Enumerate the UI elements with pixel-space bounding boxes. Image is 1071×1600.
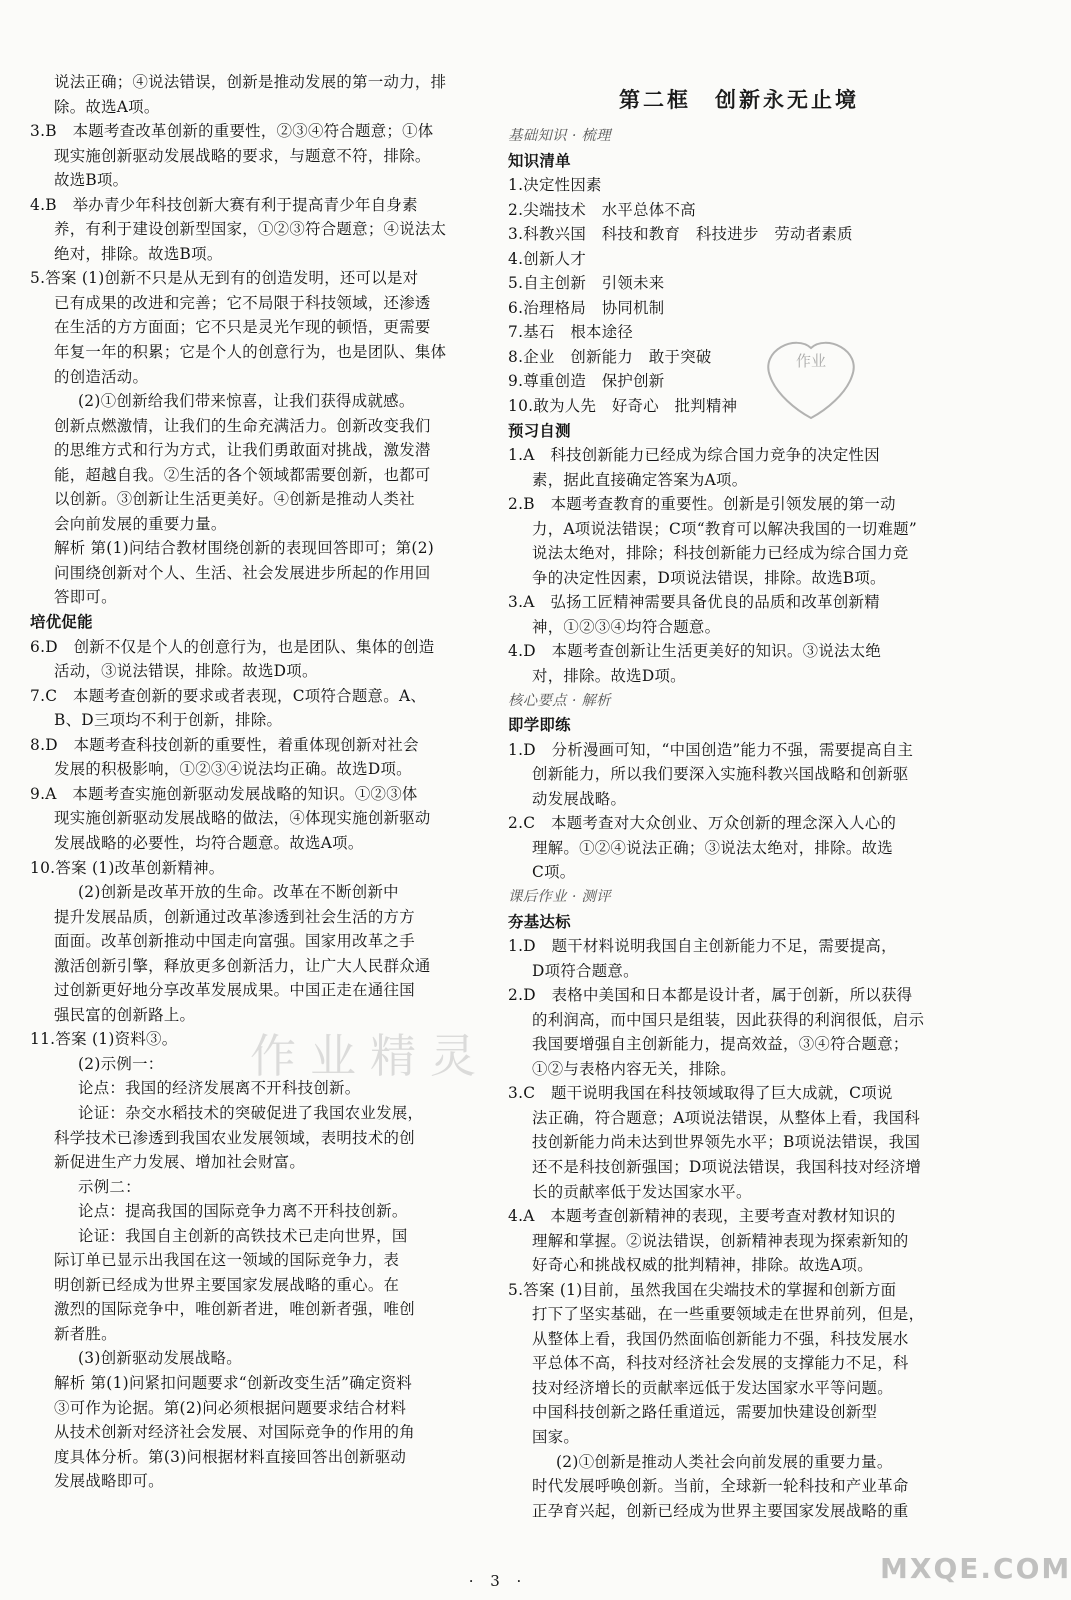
- stamp-text: 作业: [796, 352, 827, 370]
- stamp-logo: [756, 330, 866, 422]
- text-line: 的思维方式和行为方式，让我们勇敢面对挑战，激发潜: [54, 441, 431, 460]
- watermark: 作业精灵: [250, 1029, 490, 1083]
- text-line: 3.B 本题考查改革创新的重要性，②③④符合题意；①体: [30, 122, 434, 141]
- text-line: (2)①创新是推动人类社会向前发展的重要力量。: [556, 1452, 893, 1471]
- text-line: 3.A 弘扬工匠精神需要具备优良的品质和改革创新精: [508, 593, 880, 612]
- text-line: 2.C 本题考查对大众创业、万众创新的理念深入人心的: [508, 814, 897, 833]
- text-line: 示例二：: [78, 1177, 141, 1196]
- text-line: 解析 第(1)问结合教材围绕创新的表现回答即可；第(2): [54, 539, 435, 558]
- text-line: 发展战略的必要性，均符合题意。故选A项。: [54, 833, 364, 852]
- text-line: 2.D 表格中美国和日本都是设计者，属于创新，所以获得: [508, 986, 913, 1005]
- text-line: 还不是科技创新强国；D项说法错误，我国科技对经济增: [532, 1157, 922, 1176]
- text-line: 新者胜。: [54, 1324, 117, 1343]
- text-line: 国家。: [532, 1427, 580, 1446]
- section-heading: 培优促能: [30, 613, 93, 632]
- text-line: 强民富的创新路上。: [54, 1005, 196, 1024]
- text-line: 我国要增强自主创新能力，提高效益，③④符合题意；: [532, 1035, 909, 1054]
- text-line: 问围绕创新对个人、生活、社会发展进步所起的作用回: [54, 563, 431, 582]
- text-line: 1.决定性因素: [508, 176, 602, 195]
- section-heading: 即学即练: [508, 716, 571, 735]
- text-line: 养，有利于建设创新型国家，①②③符合题意；④说法太: [54, 220, 447, 239]
- text-line: 素，据此直接确定答案为A项。: [532, 470, 748, 489]
- text-line: 时代发展呼唤创新。当前，全球新一轮科技和产业革命: [532, 1477, 909, 1496]
- text-line: 现实施创新驱动发展战略的做法，④体现实施创新驱动: [54, 809, 431, 828]
- text-line: C项。: [532, 863, 576, 882]
- text-line: (3)创新驱动发展战略。: [78, 1349, 242, 1368]
- text-line: 6.D 创新不仅是个人的创意行为，也是团队、集体的创造: [30, 637, 435, 656]
- text-line: 平总体不高，科技对经济社会发展的支撑能力不足，科: [532, 1354, 909, 1373]
- text-line: 新促进生产力发展、增加社会财富。: [54, 1153, 306, 1172]
- text-line: 1.D 题干材料说明我国自主创新能力不足，需要提高，: [508, 937, 897, 956]
- text-line: 2.B 本题考查教育的重要性。创新是引领发展的第一动: [508, 495, 896, 514]
- text-line: 际订单已显示出我国在这一领域的国际竞争力，表: [54, 1251, 400, 1270]
- section-tag: 基础知识 · 梳理: [508, 128, 611, 144]
- text-line: 理解和掌握。②说法错误，创新精神表现为探索新知的: [532, 1231, 909, 1250]
- text-line: 除。故选A项。: [54, 97, 160, 116]
- text-line: 答即可。: [54, 588, 117, 607]
- text-line: 4.D 本题考查创新让生活更美好的知识。③说法太绝: [508, 642, 882, 661]
- text-line: 争的决定性因素，D项说法错误，排除。故选B项。: [532, 568, 886, 587]
- right-column-body: [508, 124, 970, 1523]
- text-line: 动发展战略。: [532, 789, 627, 808]
- text-line: 说法正确；④说法错误，创新是推动发展的第一动力，排: [54, 73, 447, 91]
- text-line: 从技术创新对经济社会发展、对国际竞争的作用的角: [54, 1423, 415, 1442]
- text-line: 能，超越自我。②生活的各个领域都需要创新，也都可: [54, 465, 431, 484]
- section-tag: 核心要点 · 解析: [508, 692, 611, 709]
- text-line: (2)示例一：: [78, 1054, 164, 1073]
- text-line: 5.答案 (1)创新不只是从无到有的创造发明，还可以是对: [30, 269, 419, 288]
- text-line: 3.科教兴国 科技和教育 科技进步 劳动者素质: [508, 225, 853, 244]
- text-line: 11.答案 (1)资料③。: [30, 1030, 178, 1049]
- text-line: 4.B 举办青少年科技创新大赛有利于提高青少年自身素: [30, 195, 418, 214]
- text-line: 说法太绝对，排除；科技创新能力已经成为综合国力竞: [532, 544, 909, 563]
- text-line: 从整体上看，我国仍然面临创新能力不强，科技发展水: [532, 1329, 909, 1348]
- text-line: 法正确，符合题意；A项说法错误，从整体上看，我国科: [532, 1108, 920, 1127]
- text-line: 4.创新人才: [508, 249, 587, 268]
- text-line: D项符合题意。: [532, 961, 639, 980]
- text-line: 9.A 本题考查实施创新驱动发展战略的知识。①②③体: [30, 784, 418, 803]
- text-line: 5.答案 (1)目前，虽然我国在尖端技术的掌握和创新方面: [508, 1280, 897, 1299]
- text-line: 8.D 本题考查科技创新的重要性，着重体现创新对社会: [30, 735, 419, 754]
- section-heading: 夯基达标: [508, 912, 571, 931]
- text-line: 创新点燃激情，让我们的生命充满活力。创新改变我们: [54, 416, 431, 435]
- text-line: 过创新更好地分享改革发展成果。中国正走在通往国: [54, 981, 415, 1000]
- text-line: 会向前发展的重要力量。: [54, 514, 227, 533]
- text-line: 绝对，排除。故选B项。: [54, 244, 223, 263]
- text-line: 力，A项说法错误；C项“教育可以解决我国的一切难题”: [532, 519, 918, 538]
- text-line: 创新能力，所以我们要深入实施科教兴国战略和创新驱: [532, 765, 909, 784]
- text-line: 的利润高，而中国只是组装，因此获得的利润很低，启示: [532, 1010, 925, 1029]
- page-number: · 3 ·: [468, 1572, 528, 1590]
- text-line: 现实施创新驱动发展战略的要求，与题意不符，排除。: [54, 146, 431, 165]
- text-line: 9.尊重创造 保护创新: [508, 372, 665, 391]
- text-line: 以创新。③创新让生活更美好。④创新是推动人类社: [54, 490, 415, 509]
- text-line: (2)①创新给我们带来惊喜，让我们获得成就感。: [78, 392, 415, 411]
- text-line: 科学技术已渗透到我国农业发展领域，表明技术的创: [54, 1128, 415, 1147]
- text-line: 已有成果的改进和完善；它不局限于科技领域，还渗透: [54, 293, 431, 312]
- text-line: 好奇心和挑战权威的批判精神，排除。故选A项。: [532, 1256, 873, 1275]
- text-line: 神，①②③④均符合题意。: [532, 617, 721, 636]
- section-heading: 预习自测: [508, 421, 571, 440]
- text-line: 5.自主创新 引领未来: [508, 274, 665, 293]
- text-line: 长的贡献率低于发达国家水平。: [532, 1182, 752, 1201]
- text-line: 明创新已经成为世界主要国家发展战略的重心。在: [54, 1275, 400, 1294]
- left-column: [30, 70, 490, 1494]
- text-line: 的创造活动。: [54, 367, 149, 386]
- text-line: 提升发展品质，创新通过改革渗透到社会生活的方方: [54, 907, 415, 926]
- corner-watermark: MXQE.COM: [880, 1552, 1071, 1585]
- text-line: 论点：提高我国的国际竞争力离不开科技创新。: [78, 1202, 408, 1221]
- section-title: 第二框 创新永无止境: [619, 88, 859, 112]
- text-line: 发展战略即可。: [54, 1472, 164, 1491]
- text-line: 论证：我国自主创新的高铁技术已走向世界，国: [78, 1226, 408, 1245]
- text-line: 度具体分析。第(3)问根据材料直接回答出创新驱动: [54, 1447, 407, 1466]
- text-line: 论点：我国的经济发展离不开科技创新。: [78, 1079, 361, 1098]
- text-line: 8.企业 创新能力 敢于突破: [508, 347, 712, 366]
- text-line: ③可作为论据。第(2)问必须根据问题要求结合材料: [54, 1398, 407, 1417]
- text-line: 中国科技创新之路任重道远，需要加快建设创新型: [532, 1403, 878, 1422]
- text-line: B、D三项均不利于创新，排除。: [54, 711, 283, 730]
- text-line: 4.A 本题考查创新精神的表现，主要考查对教材知识的: [508, 1207, 896, 1226]
- text-line: 激活创新引擎，释放更多创新活力，让广大人民群众通: [54, 956, 431, 975]
- text-line: 1.D 分析漫画可知，“中国创造”能力不强，需要提高自主: [508, 740, 914, 759]
- text-line: 2.尖端技术 水平总体不高: [508, 200, 696, 219]
- text-line: 激烈的国际竞争中，唯创新者进，唯创新者强，唯创: [54, 1300, 415, 1319]
- text-line: 技创新能力尚未达到世界领先水平；B项说法错误，我国: [532, 1133, 921, 1152]
- text-line: 3.C 题干说明我国在科技领域取得了巨大成就，C项说: [508, 1084, 893, 1103]
- right-column: [508, 80, 970, 1523]
- text-line: 故选B项。: [54, 171, 129, 190]
- text-line: 面面。改革创新推动中国走向富强。国家用改革之手: [54, 932, 415, 951]
- text-line: 年复一年的积累；它是个人的创意行为，也是团队、集体: [54, 343, 447, 362]
- section-heading: 知识清单: [508, 151, 571, 170]
- text-line: 10.答案 (1)改革创新精神。: [30, 858, 225, 877]
- text-line: 打下了坚实基础，在一些重要领域走在世界前列，但是，: [532, 1305, 925, 1324]
- text-line: 在生活的方方面面；它不只是灵光乍现的顿悟，更需要: [54, 318, 431, 337]
- text-line: ①②与表格内容无关，排除。: [532, 1059, 736, 1078]
- text-line: 理解。①②④说法正确；③说法太绝对，排除。故选: [532, 838, 893, 857]
- text-line: 7.C 本题考查创新的要求或者表现，C项符合题意。A、: [30, 686, 427, 705]
- text-line: 正孕育兴起，创新已经成为世界主要国家发展战略的重: [532, 1501, 909, 1520]
- text-line: 7.基石 根本途径: [508, 323, 634, 342]
- section-tag: 课后作业 · 测评: [508, 888, 611, 905]
- text-line: 论证：杂交水稻技术的突破促进了我国农业发展，: [78, 1103, 424, 1122]
- text-line: 10.敢为人先 好奇心 批判精神: [508, 397, 738, 416]
- text-line: (2)创新是改革开放的生命。改革在不断创新中: [78, 883, 399, 902]
- text-line: 技对经济增长的贡献率远低于发达国家水平等问题。: [532, 1378, 893, 1397]
- text-line: 解析 第(1)问紧扣问题要求“创新改变生活”确定资料: [54, 1373, 413, 1392]
- text-line: 对，排除。故选D项。: [532, 667, 686, 686]
- text-line: 1.A 科技创新能力已经成为综合国力竞争的决定性因: [508, 446, 880, 465]
- text-line: 6.治理格局 协同机制: [508, 298, 665, 317]
- text-line: 发展的积极影响，①②③④说法均正确。故选D项。: [54, 760, 412, 779]
- text-line: 活动，③说法错误，排除。故选D项。: [54, 662, 318, 681]
